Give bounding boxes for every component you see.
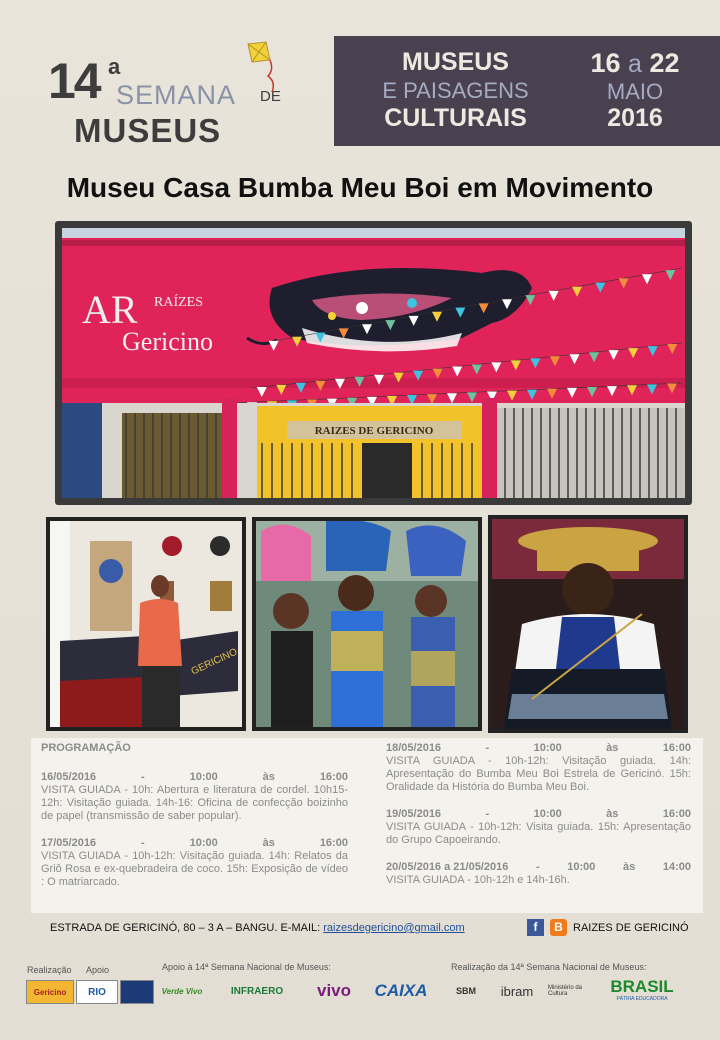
logo-number: 14	[48, 53, 100, 109]
entry-as: às	[622, 861, 636, 873]
entry-end: 16:00	[319, 771, 348, 783]
entry-end: 16:00	[662, 808, 691, 820]
apoio-semana-label: Apoio à 14ª Semana Nacional de Museus:	[162, 962, 331, 972]
dancers-illustration	[256, 521, 478, 727]
sponsor-minc-logo: Ministério da Cultura	[548, 985, 583, 997]
museum-lady-photo	[46, 517, 246, 731]
program-panel	[31, 738, 703, 913]
entry-sep: -	[140, 837, 145, 849]
entry-date-row	[386, 742, 691, 755]
program-entry	[386, 808, 691, 847]
facade-illustration	[62, 228, 685, 498]
entry-start: 10:00	[567, 861, 596, 873]
entry-text: VISITA GUIADA - 10h-12h: Visitação guiada. 14h: Relatos da Griô Rosa e ex-quebradeira de coco. 15h: Exposição de vídeo : O matriarcado.	[41, 850, 348, 888]
entry-text: VISITA GUIADA - 10h-12h: Visita guiada. 15h: Apresentação do Grupo Capoeirando.	[386, 821, 691, 846]
sponsor-rio-logo: RIO	[76, 980, 118, 1004]
entry-text: VISITA GUIADA - 10h: Abertura e literatura de cordel. 10h15-12h: Visitação guiada. 14h-16: Oficina de confecção boizinho de papel (transmissão de saber popular).	[41, 784, 348, 822]
kite-icon	[240, 40, 280, 94]
museum-facade-photo	[55, 221, 692, 505]
realizacao-semana-label: Realização da 14ª Semana Nacional de Museus:	[451, 962, 647, 972]
theme-line-2: E PAISAGENS	[382, 78, 529, 103]
lady-illustration	[50, 521, 242, 727]
entry-sep: -	[535, 861, 540, 873]
program-entry	[41, 771, 348, 823]
sponsor-institute-logo	[120, 980, 154, 1004]
entry-end: 14:00	[662, 861, 691, 873]
social-links	[527, 919, 689, 936]
entry-date-row	[386, 861, 691, 874]
social-name: RAIZES DE GERICINÓ	[573, 921, 689, 934]
entry-date: 17/05/2016	[41, 837, 97, 849]
facebook-icon[interactable]: f	[527, 919, 544, 936]
realizacao-label: Realização	[27, 965, 72, 975]
year: 2016	[607, 104, 663, 132]
logo-semana: SEMANA	[116, 80, 237, 110]
day-end: 22	[649, 48, 680, 78]
entry-date-row	[41, 771, 348, 784]
facade-sign: RAIZES DE GERICINO	[314, 425, 434, 437]
logo-ordinal: a	[108, 54, 121, 79]
sponsor-gericino-logo: Gericino	[26, 980, 74, 1004]
entry-start: 10:00	[189, 837, 218, 849]
sponsor-caixa-logo: CAIXA	[374, 981, 428, 1000]
blogger-icon[interactable]: B	[550, 919, 567, 936]
boy-illustration	[492, 519, 684, 729]
entry-text: VISITA GUIADA - 10h-12h e 14h-16h.	[386, 874, 570, 886]
entry-start: 10:00	[533, 808, 562, 820]
facade-logo-gericino: Gericino	[122, 327, 213, 356]
entry-date-row	[386, 808, 691, 821]
date-range	[560, 48, 710, 79]
sponsor-infraero-logo: INFRAERO	[230, 985, 284, 997]
theme-line-3: CULTURAIS	[384, 104, 527, 132]
day-start: 16	[590, 48, 621, 78]
entry-sep: -	[485, 808, 490, 820]
program-right-column	[386, 742, 691, 901]
entry-sep: -	[485, 742, 490, 754]
brasil-subtitle: PÁTRIA EDUCADORA	[616, 996, 668, 1002]
boy-costume-photo	[488, 515, 688, 733]
facade-logo-raizes: RAÍZES	[154, 295, 203, 310]
entry-text: VISITA GUIADA - 10h-12h: Visitação guiada. 14h: Apresentação do Bumba Meu Boi Estrela de Gericinó. 15h: Oralidade da História do Bumba Meu Boi.	[386, 755, 691, 793]
entry-date: 20/05/2016 a 21/05/2016	[386, 861, 509, 873]
entry-as: às	[262, 837, 275, 849]
entry-as: às	[606, 742, 619, 754]
page-title: Museu Casa Bumba Meu Boi em Movimento	[66, 172, 654, 203]
program-entry	[386, 861, 691, 887]
email-link[interactable]: raizesdegericino@gmail.com	[323, 922, 465, 934]
entry-end: 16:00	[319, 837, 348, 849]
sponsor-sbm-logo: SBM	[456, 986, 476, 996]
theme-box	[334, 36, 720, 146]
theme-line-1: MUSEUS	[402, 48, 509, 76]
entry-end: 16:00	[662, 742, 691, 754]
brasil-wordmark: BRASIL	[610, 977, 674, 996]
sponsor-verde-logo: Verde Vivo	[161, 986, 203, 996]
entry-date: 16/05/2016	[41, 771, 97, 783]
dancers-photo	[252, 517, 482, 731]
entry-date-row	[41, 837, 348, 850]
program-heading: PROGRAMAÇÃO	[41, 742, 131, 754]
entry-as: às	[262, 771, 275, 783]
sponsor-ibram-logo: ibram	[500, 983, 534, 999]
entry-date: 19/05/2016	[386, 808, 442, 820]
entry-as: às	[606, 808, 619, 820]
apoio-label: Apoio	[86, 965, 110, 975]
program-entry	[41, 837, 348, 889]
logo-museus: MUSEUS	[74, 112, 222, 149]
facade-logo-a: AR	[82, 287, 138, 332]
entry-sep: -	[140, 771, 145, 783]
program-left-column	[41, 742, 348, 903]
day-sep: a	[628, 50, 642, 78]
month: MAIO	[606, 79, 664, 104]
lady-banner-text: GERICINO	[189, 646, 240, 678]
logo-de: DE	[260, 88, 281, 105]
entry-start: 10:00	[533, 742, 562, 754]
program-entry	[386, 742, 691, 794]
entry-start: 10:00	[189, 771, 218, 783]
entry-date: 18/05/2016	[386, 742, 442, 754]
sponsor-vivo-logo: vivo	[316, 981, 352, 1000]
contact-line	[50, 922, 465, 934]
address-text: ESTRADA DE GERICINÓ, 80 – 3 A – BANGU. E-MAIL:	[50, 922, 321, 934]
sponsor-brasil-logo	[602, 978, 682, 1004]
